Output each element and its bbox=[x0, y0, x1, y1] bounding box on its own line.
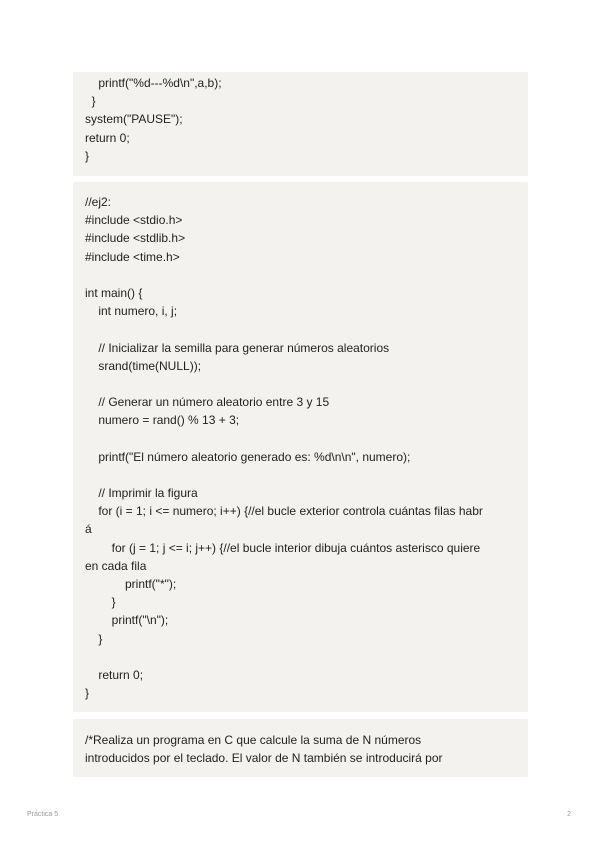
code-line: srand(time(NULL)); bbox=[85, 358, 202, 373]
code-line: // Inicializar la semilla para generar números aleatorios bbox=[85, 340, 390, 355]
code-line: // Generar un número aleatorio entre 3 y 15 bbox=[85, 395, 330, 410]
footer-title: Práctica 5 bbox=[27, 811, 59, 818]
code-line: /*Realiza un programa en C que calcule la suma de N números bbox=[85, 733, 422, 747]
code-line: //ej2: bbox=[85, 195, 112, 209]
code-line: } bbox=[85, 686, 90, 701]
code-line: #include <time.h> bbox=[85, 249, 180, 264]
code-line: printf("\n"); bbox=[85, 613, 169, 628]
code-line: return 0; bbox=[85, 667, 144, 682]
code-line: for (j = 1; j <= i; j++) {//el bucle interior dibuja cuántos asterisco quiere bbox=[85, 540, 481, 555]
code-line bbox=[85, 648, 516, 666]
code-line: for (i = 1; i <= numero; i++) {//el bucle exterior controla cuántas filas habr bbox=[85, 504, 483, 519]
code-line: printf("%d---%d\n",a,b); bbox=[85, 76, 222, 90]
code-line: int numero, i, j; bbox=[85, 304, 178, 319]
code-line bbox=[85, 320, 516, 338]
code-block-1 bbox=[73, 72, 528, 176]
code-block-3 bbox=[73, 719, 528, 777]
code-line: system("PAUSE"); bbox=[85, 112, 183, 127]
code-line: #include <stdlib.h> bbox=[85, 231, 186, 246]
code-line: } bbox=[85, 631, 103, 646]
code-line: printf("El número aleatorio generado es: %d\n\n", numero); bbox=[85, 449, 411, 464]
code-line: numero = rand() % 13 + 3; bbox=[85, 413, 240, 428]
code-line: // Imprimir la figura bbox=[85, 486, 198, 500]
code-line bbox=[85, 466, 516, 484]
code-line: printf("*"); bbox=[85, 576, 177, 591]
code-line: en cada fila bbox=[85, 558, 147, 573]
code-block-2 bbox=[73, 182, 528, 712]
code-line: } bbox=[85, 94, 96, 109]
code-line: } bbox=[85, 148, 90, 163]
code-line: introducidos por el teclado. El valor de N también se introducirá por bbox=[85, 751, 443, 766]
code-line bbox=[85, 375, 516, 393]
code-line: #include <stdio.h> bbox=[85, 213, 183, 228]
code-line: return 0; bbox=[85, 130, 130, 145]
code-line: á bbox=[85, 522, 92, 537]
code-line: } bbox=[85, 595, 116, 610]
code-line bbox=[85, 429, 516, 447]
code-line bbox=[85, 266, 516, 284]
code-line: int main() { bbox=[85, 285, 143, 300]
page-number: 2 bbox=[567, 811, 571, 818]
